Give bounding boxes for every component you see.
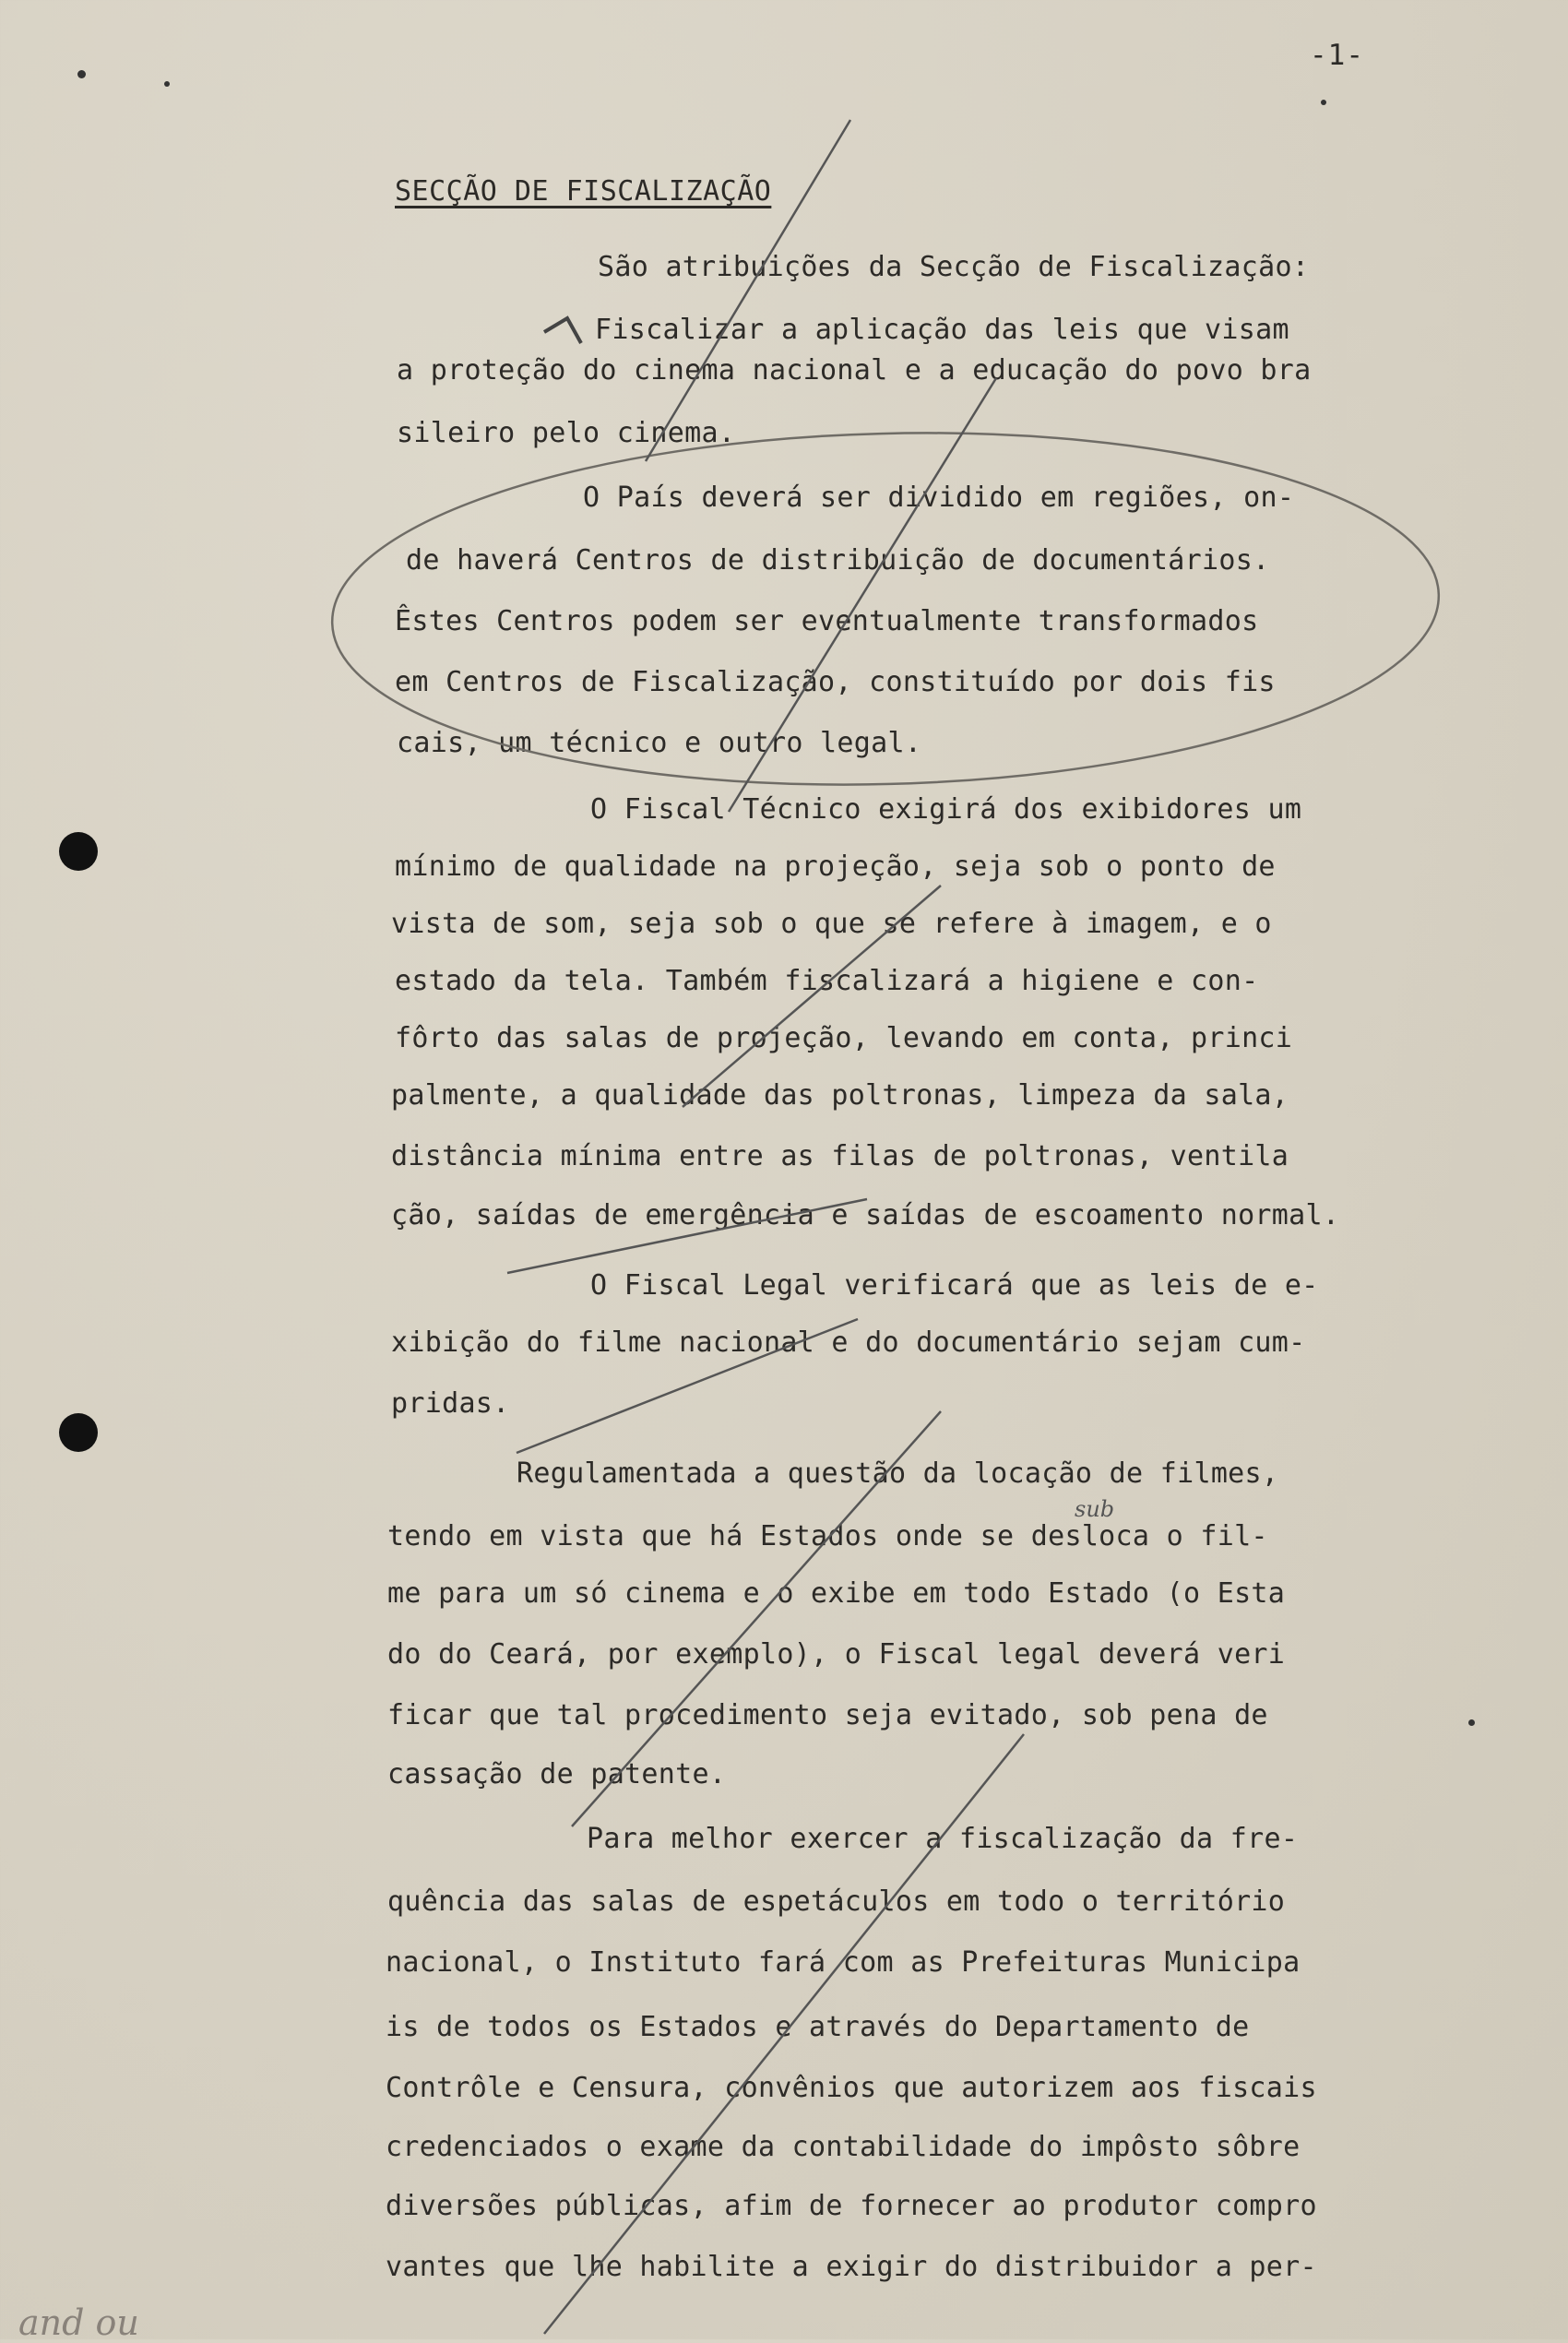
handwritten-interlinear-note: sub [1075, 1496, 1115, 1522]
speck [1468, 1719, 1475, 1726]
text-line: xibição do filme nacional e do documentário sejam cum- [391, 1326, 1306, 1359]
text-line: pridas. [391, 1387, 510, 1420]
text-line: fôrto das salas de projeção, levando em conta, princi [395, 1022, 1293, 1054]
text-line: is de todos os Estados e através do Departamento de [386, 2011, 1250, 2043]
text-line: mínimo de qualidade na projeção, seja sob o ponto de [395, 850, 1276, 883]
text-line: O Fiscal Legal verificará que as leis de e- [590, 1269, 1319, 1302]
text-line: de haverá Centros de distribuição de documentários. [406, 544, 1270, 577]
punch-hole-bottom [59, 1413, 98, 1452]
handwritten-footer-note: and ou [18, 2302, 139, 2343]
text-line: tendo em vista que há Estados onde se desloca o fil- [387, 1520, 1268, 1552]
text-line: cais, um técnico e outro legal. [397, 727, 922, 759]
text-line: vista de som, seja sob o que se refere à imagem, e o [391, 908, 1272, 940]
text-line: São atribuições da Secção de Fiscalização: [598, 251, 1310, 283]
pencil-check-mark [544, 318, 581, 343]
text-line: Fiscalizar a aplicação das leis que visam [595, 314, 1289, 346]
text-line: palmente, a qualidade das poltronas, limpeza da sala, [391, 1079, 1289, 1112]
speck [1321, 100, 1326, 105]
text-line: sileiro pelo cinema. [397, 417, 736, 449]
text-line: quência das salas de espetáculos em todo o território [387, 1885, 1286, 1918]
text-line: Para melhor exercer a fiscalização da fre- [587, 1823, 1299, 1855]
text-line: O País deverá ser dividido em regiões, on- [583, 482, 1295, 514]
text-line: Contrôle e Censura, convênios que autorizem aos fiscais [386, 2072, 1317, 2104]
text-line: cassação de patente. [387, 1758, 727, 1790]
text-line: Regulamentada a questão da locação de filmes, [517, 1457, 1279, 1490]
text-line: em Centros de Fiscalização, constituído por dois fis [395, 666, 1276, 698]
text-line: do do Ceará, por exemplo), o Fiscal legal deverá veri [387, 1638, 1286, 1671]
text-line: Êstes Centros podem ser eventualmente transformados [395, 605, 1259, 637]
text-line: nacional, o Instituto fará com as Prefeituras Municipa [386, 1946, 1301, 1979]
text-line: distância mínima entre as filas de poltronas, ventila [391, 1140, 1289, 1172]
text-line: ficar que tal procedimento seja evitado, sob pena de [387, 1699, 1268, 1731]
text-line: credenciados o exame da contabilidade do impôsto sôbre [386, 2131, 1301, 2163]
text-line: vantes que lhe habilite a exigir do distribuidor a per- [386, 2251, 1317, 2283]
text-line: O Fiscal Técnico exigirá dos exibidores um [590, 793, 1302, 826]
section-heading: SECÇÃO DE FISCALIZAÇÃO [395, 175, 772, 208]
text-line: a proteção do cinema nacional e a educação do povo bra [397, 354, 1312, 387]
text-line: estado da tela. Também fiscalizará a higiene e con- [395, 965, 1259, 997]
text-line: ção, saídas de emergência e saídas de escoamento normal. [391, 1199, 1340, 1231]
speck [77, 70, 86, 78]
text-line: diversões públicas, afim de fornecer ao produtor compro [386, 2190, 1317, 2222]
speck [164, 81, 170, 87]
text-line: me para um só cinema e o exibe em todo Estado (o Esta [387, 1577, 1286, 1610]
punch-hole-top [59, 832, 98, 871]
pencil-strike-1 [646, 120, 850, 461]
page-number: -1- [1310, 39, 1364, 72]
